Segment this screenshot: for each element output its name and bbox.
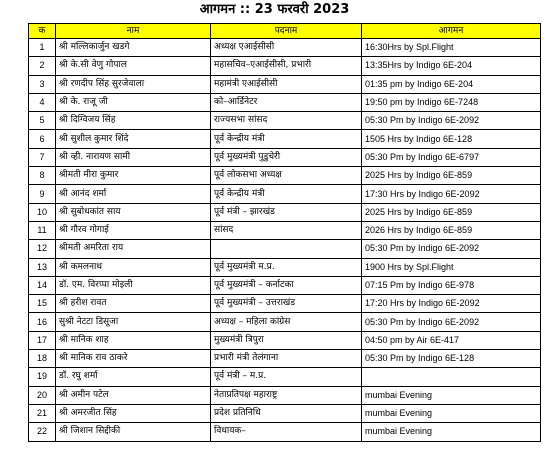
- table-row: [29, 93, 541, 111]
- cell-serial: 20: [29, 386, 56, 404]
- cell-designation: पूर्व मंत्री – म.प्र.: [211, 368, 362, 386]
- cell-arrival: 19:50 pm by Indigo 6E-7248: [362, 93, 541, 111]
- cell-arrival: [362, 368, 541, 386]
- cell-name: श्री हरीश रावत: [56, 295, 211, 313]
- table-row: [29, 185, 541, 203]
- table-header-row: [29, 24, 541, 39]
- cell-serial: 8: [29, 167, 56, 185]
- cell-arrival: 16:30Hrs by Spl.Flight: [362, 39, 541, 57]
- cell-arrival: 1505 Hrs by Indigo 6E-128: [362, 130, 541, 148]
- cell-designation: अध्यक्ष एआईसीसी: [211, 39, 362, 57]
- table-row: [29, 148, 541, 166]
- cell-arrival: 13:35Hrs by Indigo 6E-204: [362, 57, 541, 75]
- cell-arrival: 01:35 pm by Indigo 6E-204: [362, 75, 541, 93]
- table-row: [29, 75, 541, 93]
- cell-name: श्री मल्लिकार्जुन खडगे: [56, 39, 211, 57]
- cell-name: श्री सुबोधकांत साय: [56, 203, 211, 221]
- cell-name: श्री अमीन पटेल: [56, 386, 211, 404]
- table-row: [29, 423, 541, 441]
- table-row: [29, 331, 541, 349]
- cell-name: श्रीमती मीरा कुमार: [56, 167, 211, 185]
- cell-name: श्री मानिक राव ठाकरे: [56, 350, 211, 368]
- table-row: [29, 404, 541, 422]
- cell-name: श्री के.सी वेणु गोपाल: [56, 57, 211, 75]
- cell-designation: प्रभारी मंत्री तेलंगाना: [211, 350, 362, 368]
- cell-serial: 22: [29, 423, 56, 441]
- cell-name: सुश्री नेटटा डिसूजा: [56, 313, 211, 331]
- cell-arrival: 17:30 Hrs by Indigo 6E-2092: [362, 185, 541, 203]
- cell-serial: 9: [29, 185, 56, 203]
- column-header-serial: क: [29, 24, 56, 39]
- cell-name: डॉ. रघु शर्मा: [56, 368, 211, 386]
- table-row: [29, 368, 541, 386]
- cell-designation: [211, 240, 362, 258]
- cell-designation: नेताप्रतिपक्ष महाराष्ट्र: [211, 386, 362, 404]
- cell-designation: पूर्व मुख्यमंत्री म.प्र.: [211, 258, 362, 276]
- cell-serial: 6: [29, 130, 56, 148]
- cell-serial: 21: [29, 404, 56, 422]
- cell-serial: 17: [29, 331, 56, 349]
- cell-name: श्री कमलनाथ: [56, 258, 211, 276]
- cell-serial: 15: [29, 295, 56, 313]
- cell-arrival: 04:50 pm by Air 6E-417: [362, 331, 541, 349]
- table-row: [29, 350, 541, 368]
- cell-designation: पूर्व मुख्यमंत्री – उत्तराखंड: [211, 295, 362, 313]
- column-header-name: नाम: [56, 24, 211, 39]
- table-row: [29, 112, 541, 130]
- cell-designation: विधायक–: [211, 423, 362, 441]
- cell-arrival: mumbai Evening: [362, 423, 541, 441]
- cell-name: श्री अमरजीत सिंह: [56, 404, 211, 422]
- cell-arrival: 05:30 Pm by Indigo 6E-128: [362, 350, 541, 368]
- arrival-table: [28, 23, 541, 442]
- table-row: [29, 313, 541, 331]
- cell-designation: महासचिव–एआईसीसी, प्रभारी: [211, 57, 362, 75]
- cell-serial: 18: [29, 350, 56, 368]
- cell-arrival: 05:30 Pm by Indigo 6E-2092: [362, 112, 541, 130]
- cell-designation: महामंत्री एआईसीसी: [211, 75, 362, 93]
- cell-designation: पूर्व मुख्यमंत्री पुडुचेरी: [211, 148, 362, 166]
- cell-designation: को–आर्डिनेटर: [211, 93, 362, 111]
- cell-name: डॉ. एम. विरप्पा मोइली: [56, 276, 211, 294]
- cell-serial: 4: [29, 93, 56, 111]
- cell-serial: 1: [29, 39, 56, 57]
- cell-name: श्री आनंद शर्मा: [56, 185, 211, 203]
- cell-serial: 3: [29, 75, 56, 93]
- column-header-designation: पदनाम: [211, 24, 362, 39]
- table-row: [29, 295, 541, 313]
- cell-arrival: 17:20 Hrs by Indigo 6E-2092: [362, 295, 541, 313]
- cell-designation: पूर्व केन्द्रीय मंत्री: [211, 130, 362, 148]
- cell-arrival: 2025 Hrs by Indigo 6E-859: [362, 203, 541, 221]
- cell-designation: पूर्व मुख्यमंत्री – कर्नाटका: [211, 276, 362, 294]
- cell-designation: पूर्व मंत्री – झारखंड: [211, 203, 362, 221]
- table-row: [29, 276, 541, 294]
- cell-arrival: 07:15 Pm by Indigo 6E-978: [362, 276, 541, 294]
- table-row: [29, 130, 541, 148]
- cell-arrival: 05:30 Pm by Indigo 6E-2092: [362, 313, 541, 331]
- cell-serial: 14: [29, 276, 56, 294]
- cell-name: श्री सुशील कुमार शिंदे: [56, 130, 211, 148]
- table-row: [29, 57, 541, 75]
- cell-name: श्रीमती अमरिता राय: [56, 240, 211, 258]
- table-row: [29, 240, 541, 258]
- cell-arrival: mumbai Evening: [362, 404, 541, 422]
- cell-arrival: 05:30 Pm by Indigo 6E-6797: [362, 148, 541, 166]
- cell-name: श्री के. राजू जी: [56, 93, 211, 111]
- cell-arrival: 05:30 Pm by Indigo 6E-2092: [362, 240, 541, 258]
- cell-name: श्री रणदीप सिंह सुरजेवाला: [56, 75, 211, 93]
- cell-designation: मुख्यमंत्री त्रिपुरा: [211, 331, 362, 349]
- cell-designation: प्रदेश प्रतिनिधि: [211, 404, 362, 422]
- cell-serial: 13: [29, 258, 56, 276]
- table-row: [29, 386, 541, 404]
- cell-designation: सांसद: [211, 221, 362, 239]
- cell-arrival: 1900 Hrs by Spl.Flight: [362, 258, 541, 276]
- cell-serial: 10: [29, 203, 56, 221]
- cell-arrival: mumbai Evening: [362, 386, 541, 404]
- cell-name: श्री मानिक शाह: [56, 331, 211, 349]
- column-header-arrival: आगमन: [362, 24, 541, 39]
- table-row: [29, 258, 541, 276]
- document-title: आगमन :: 23 फरवरी 2023: [199, 2, 350, 17]
- table-row: [29, 167, 541, 185]
- cell-designation: अध्यक्ष – महिला कांग्रेस: [211, 313, 362, 331]
- cell-serial: 11: [29, 221, 56, 239]
- table-row: [29, 221, 541, 239]
- cell-arrival: 2026 Hrs by Indigo 6E-859: [362, 221, 541, 239]
- cell-name: श्री दिग्विजय सिंह: [56, 112, 211, 130]
- cell-name: श्री जिशान सिद्दीकी: [56, 423, 211, 441]
- table-row: [29, 39, 541, 57]
- cell-serial: 7: [29, 148, 56, 166]
- cell-serial: 19: [29, 368, 56, 386]
- cell-designation: पूर्व केन्द्रीय मंत्री: [211, 185, 362, 203]
- cell-serial: 2: [29, 57, 56, 75]
- cell-designation: पूर्व लोकसभा अध्यक्ष: [211, 167, 362, 185]
- cell-name: श्री व्ही. नारायण सामी: [56, 148, 211, 166]
- cell-serial: 12: [29, 240, 56, 258]
- cell-designation: राज्यसभा सांसद: [211, 112, 362, 130]
- table-row: [29, 203, 541, 221]
- cell-arrival: 2025 Hrs by Indigo 6E-859: [362, 167, 541, 185]
- cell-serial: 5: [29, 112, 56, 130]
- cell-serial: 16: [29, 313, 56, 331]
- cell-name: श्री गौरव गोगाई: [56, 221, 211, 239]
